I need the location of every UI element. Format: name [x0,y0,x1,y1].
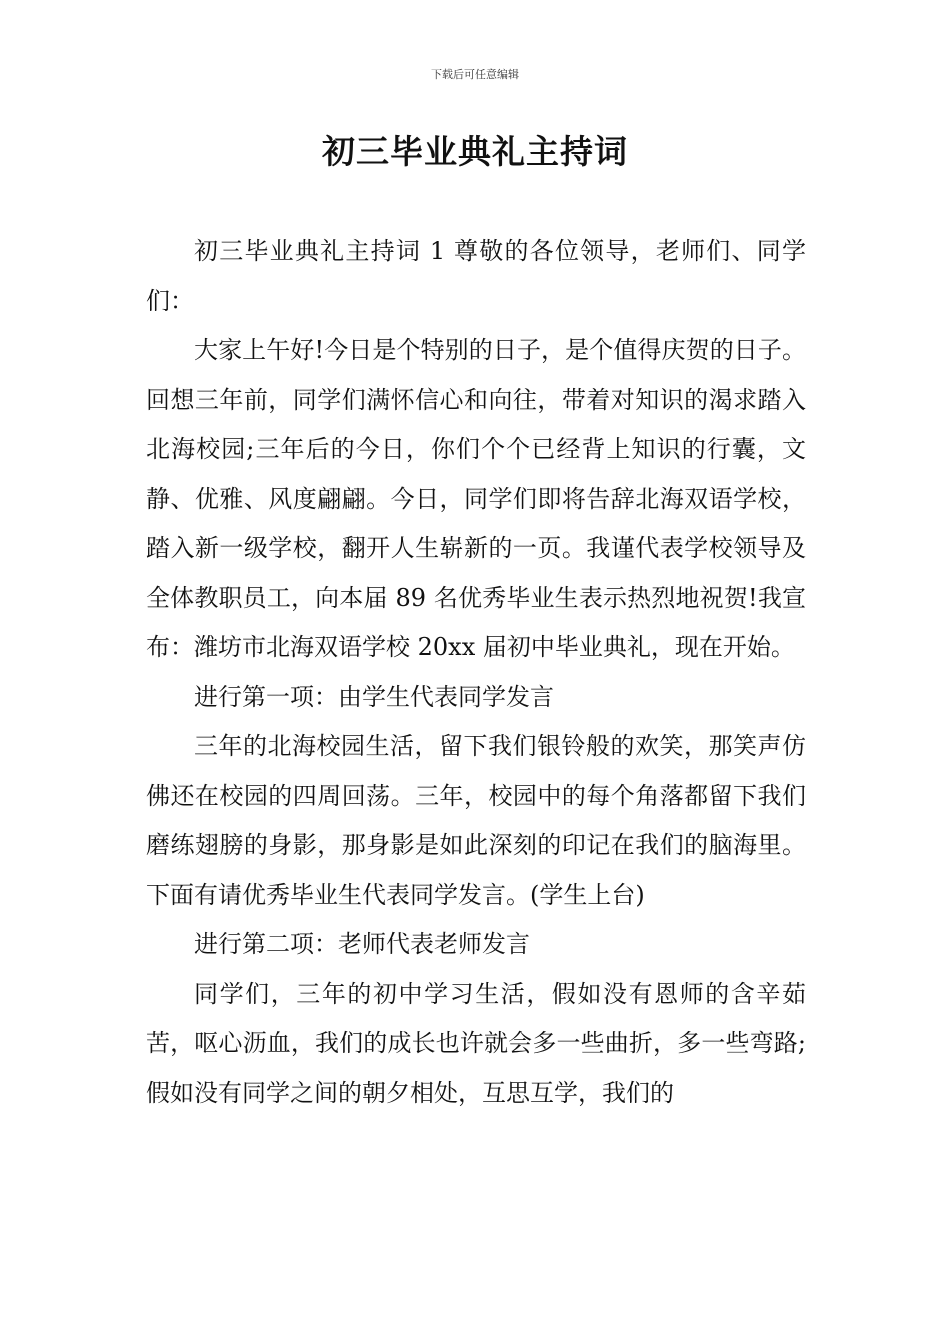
paragraph-student-intro: 三年的北海校园生活，留下我们银铃般的欢笑，那笑声仿佛还在校园的四周回荡。三年，校园中的每个角落都留下我们磨练翅膀的身影，那身影是如此深刻的印记在我们的脑海里。下面有请优秀毕业生代表同学发言。(学生上台) [146,732,806,909]
paragraph-item-two: 进行第二项：老师代表老师发言 [194,930,530,958]
paragraph-opening: 大家上午好!今日是个特别的日子，是个值得庆贺的日子。回想三年前，同学们满怀信心和向往，带着对知识的渴求踏入北海校园;三年后的今日，你们个个已经背上知识的行囊，文静、优雅、风度翩翩。今日，同学们即将告辞北海双语学校，踏入新一级学校，翻开人生崭新的一页。我谨代表学校领导及全体教职员工，向本届 89 名优秀毕业生表示热烈地祝贺!我宣布：潍坊市北海双语学校 20xx 届初中毕业典礼，现在开始。 [146,336,806,661]
document-body [146,227,806,1118]
paragraph-greeting: 初三毕业典礼主持词 1 尊敬的各位领导，老师们、同学们： [146,237,806,315]
page-header-note: 下载后可任意编辑 [431,68,519,81]
document-title: 初三毕业典礼主持词 [322,132,628,171]
paragraph-item-one: 进行第一项：由学生代表同学发言 [194,682,554,711]
paragraph-teacher-intro: 同学们，三年的初中学习生活，假如没有恩师的含辛茹苦，呕心沥血，我们的成长也许就会多一些曲折，多一些弯路;假如没有同学之间的朝夕相处，互思互学，我们的 [146,979,806,1107]
